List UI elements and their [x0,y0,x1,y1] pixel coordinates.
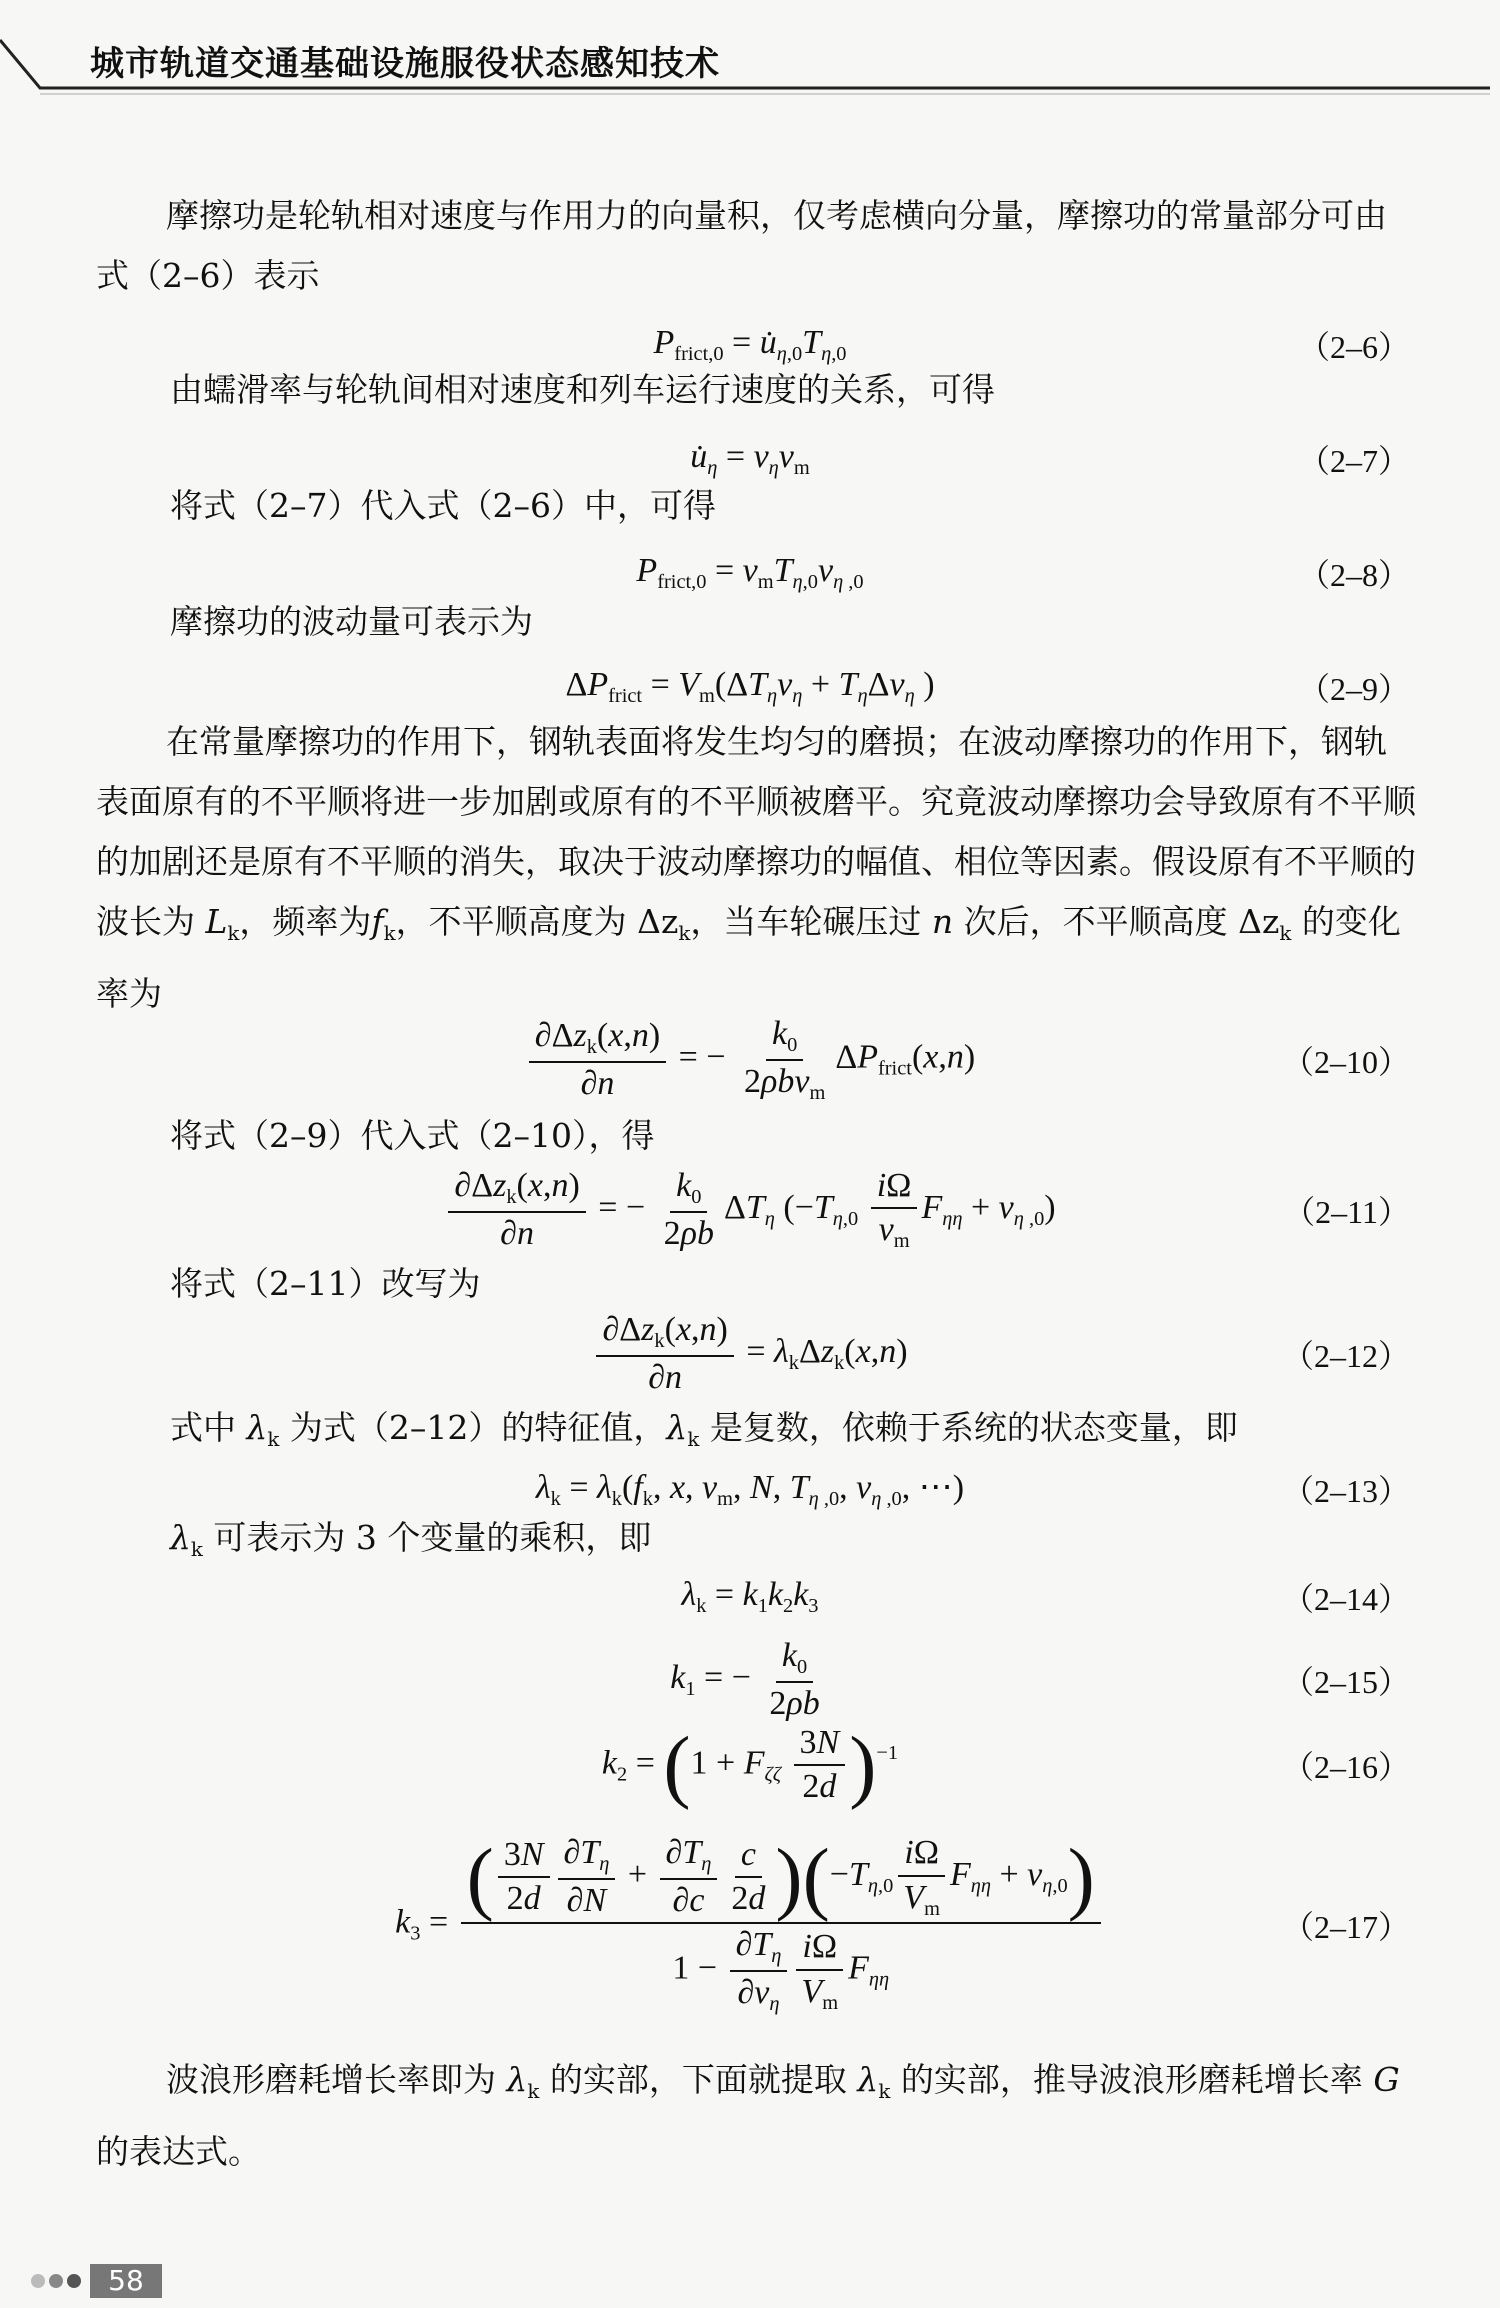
paragraph-8: 式中 $\lambda_k$ 为式（2–12）的特征值，$\lambda_k$ 是复数，依赖于系统的状态变量，即 [170,1408,1238,1451]
paragraph-2: 由蠕滑率与轮轨间相对速度和列车运行速度的关系，可得 [170,370,995,409]
eq-2-14-body: $\lambda_k = k_1k_2k_3$ [681,1575,819,1618]
eq-2-10-body: $\frac{\partial\Delta z_k(x,n)}{\partial n}$ = − $\frac{k_0}{2\rho bv_m}$ $\Delta P_{frict}(x,n)$ [525,1013,975,1106]
eq-2-7-body: $u̇_\eta = v_\eta v_m$ [690,437,810,480]
equation-2-14 [0,1562,1500,1632]
equation-2-10 [0,1010,1500,1110]
equation-2-7 [0,424,1500,494]
eq-number: （2–11） [1283,1194,1410,1230]
eq-2-15-body: $k_1$ = − $\frac{k_0}{2\rho b}$ [670,1636,820,1722]
paragraph-10: 波浪形磨耗增长率即为 $\lambda_k$ 的实部，下面就提取 $\lambda_k$ 的实部，推导波浪形磨耗增长率 G 的表达式。 [96,2060,1400,2171]
eq-2-9-body: $\Delta P_{frict} = V_m(\Delta T_\eta v_\eta + T_\eta\Delta v_\eta$ ) [565,665,935,708]
footer-dots-icon [30,2273,90,2289]
equation-2-11 [0,1160,1500,1260]
running-header [0,0,1500,100]
paragraph-3: 将式（2–7）代入式（2–6）中，可得 [170,486,716,525]
eq-2-16-body: $k_2 = (1 + F_{\zeta\zeta}$ $\frac{3N}{2d}$ )$^{-1}$ [601,1719,899,1811]
eq-number: （2–8） [1297,557,1410,593]
eq-number: （2–15） [1281,1664,1410,1700]
paragraph-5: 在常量摩擦功的作用下，钢轨表面将发生均匀的磨损；在波动摩擦功的作用下，钢轨表面原有的不平顺将进一步加剧或原有的不平顺被磨平。究竟波动摩擦功会导致原有不平顺的加剧还是原有不平顺的消失，取决于波动摩擦功的幅值、相位等因素。假设原有不平顺的波长为 $L_k$，频率为$f_k$，不平顺高度为 $\Delta z_k$，当车轮碾压过 n 次后，不平顺高度 $\Delta z_k$ 的变化率为 [96,722,1416,1013]
eq-number: （2–16） [1281,1749,1410,1785]
eq-number: （2–13） [1281,1473,1410,1509]
paragraph-9: $\lambda_k$ 可表示为 3 个变量的乘积，即 [170,1518,652,1561]
equation-2-8 [0,538,1500,608]
eq-number: （2–12） [1281,1338,1410,1374]
equation-2-12 [0,1304,1500,1404]
eq-number: （2–9） [1297,671,1410,707]
eq-number: （2–17） [1281,1909,1410,1945]
eq-number: （2–10） [1281,1044,1410,1080]
eq-number: （2–6） [1297,329,1410,365]
book-title: 城市轨道交通基础设施服役状态感知技术 [90,44,720,84]
paragraph-1: 摩擦功是轮轨相对速度与作用力的向量积，仅考虑横向分量，摩擦功的常量部分可由式（2–6）表示 [96,196,1387,295]
eq-2-12-body: $\frac{\partial\Delta z_k(x,n)}{\partial n}$ = $\lambda_k\Delta z_k(x,n)$ [592,1309,907,1399]
paragraph-6: 将式（2–9）代入式（2–10），得 [170,1116,655,1155]
eq-2-13-body: $\lambda_k = \lambda_k(f_k$, x, $v_m$, N, $T_{\eta ,0}$, $v_{\eta ,0}$, ⋯) [535,1468,965,1511]
paragraph-4: 摩擦功的波动量可表示为 [170,602,533,641]
eq-2-8-body: $P_{frict,0} = v_mT_{\eta,0}v_{\eta ,0}$ [636,551,864,594]
eq-2-11-body: $\frac{\partial\Delta z_k(x,n)}{\partial n}$ = − $\frac{k_0}{2\rho b}$ $\Delta T_\eta$ ($-T_{\eta,0}$ $\frac{i\Omega}{v_m}$ $F_{\eta\eta} + v_{\eta ,0}$) [444,1165,1055,1255]
eq-2-6-body: $P_{frict,0}$ = $u̇_{\eta,0}T_{\eta,0}$ [653,323,847,366]
page-number: 58 [90,2264,162,2298]
eq-number: （2–14） [1281,1581,1410,1617]
equation-2-16 [0,1710,1500,1820]
equation-2-17 [0,1820,1500,2030]
paragraph-7: 将式（2–11）改写为 [170,1264,481,1303]
equation-2-13 [0,1454,1500,1524]
eq-number: （2–7） [1297,443,1410,479]
eq-2-17-body: $k_3$ = ( $\frac{3N}{2d}$ $\frac{\partial T_\eta}{\partial N}$ + $\frac{\partial T_\eta}{\partial c}$ $\frac{c}{2d}$ )($-T_{\eta,0}$ $\frac{i\Omega}{V_m}$ $F_{\eta\eta} + v_{\eta,0}$) 1 − $\frac{\partial T_\eta}{\partial v_\eta}$ $\frac{i\Omega}{V_m}$ $F_{\eta\eta}$ [395,1832,1105,2017]
